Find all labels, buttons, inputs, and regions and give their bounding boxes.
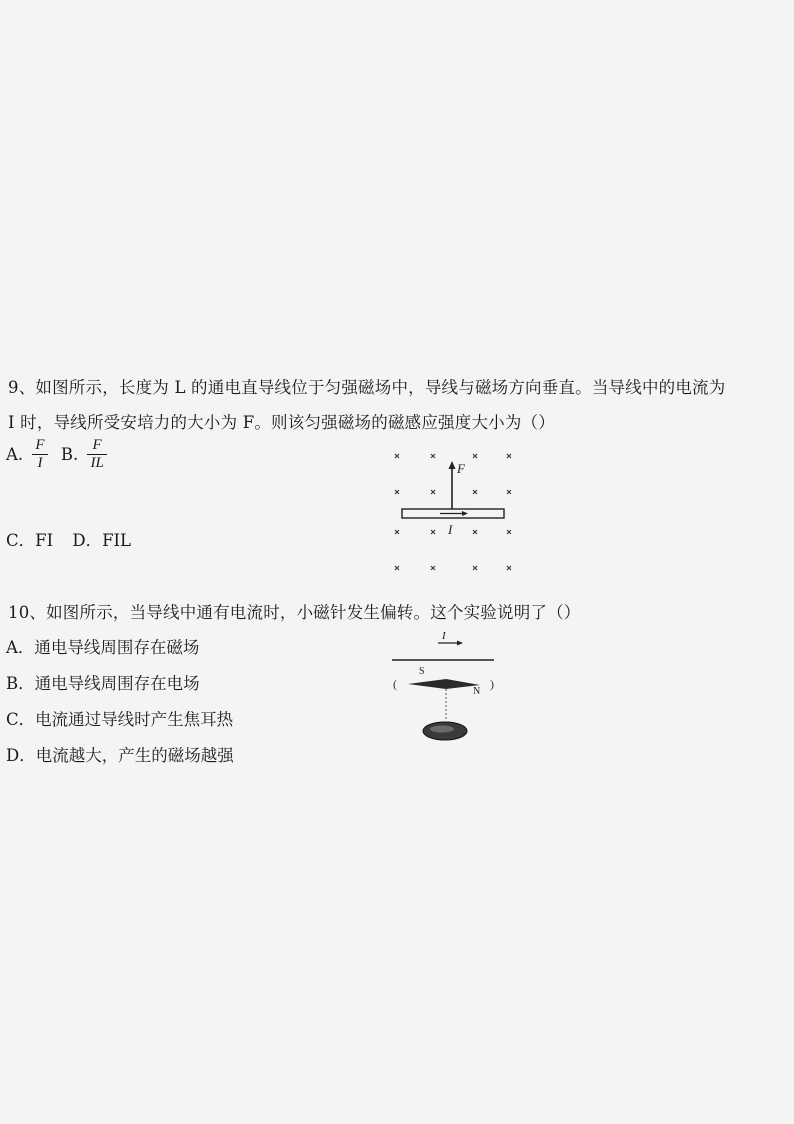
field-cross <box>507 490 511 494</box>
q9-stem-line2: I 时，导线所受安培力的大小为 F。则该匀强磁场的磁感应强度大小为（） <box>8 413 555 432</box>
compass-base-highlight <box>430 726 454 733</box>
q9-option-c: C．FI <box>6 531 54 550</box>
q9-option-b-denominator: IL <box>90 455 104 471</box>
q10-option-b: B．通电导线周围存在电场 <box>6 674 200 693</box>
q9-stem-line1: 9、如图所示，长度为 L 的通电直导线位于匀强磁场中，导线与磁场方向垂直。当导线中的电流为 <box>8 378 726 397</box>
left-bracket: ( <box>393 677 397 691</box>
q9-option-d: D．FIL <box>72 531 131 550</box>
field-cross <box>473 454 477 458</box>
right-bracket: ) <box>490 677 494 691</box>
current-label: I <box>448 522 453 537</box>
q10-stem: 10、如图所示，当导线中通有电流时，小磁针发生偏转。这个实验说明了（） <box>8 603 581 622</box>
force-arrow-head <box>449 461 456 469</box>
field-cross <box>395 490 399 494</box>
field-cross <box>507 566 511 570</box>
north-pole-label: N <box>473 686 481 697</box>
q9-option-a-numerator: F <box>32 437 47 455</box>
q10-option-a: A．通电导线周围存在磁场 <box>6 638 200 657</box>
q10-option-c: C．电流通过导线时产生焦耳热 <box>6 710 234 729</box>
field-cross <box>395 530 399 534</box>
field-cross <box>507 454 511 458</box>
field-cross <box>431 530 435 534</box>
current-arrow-head <box>457 641 463 646</box>
q9-options-cd <box>6 527 131 551</box>
q9-option-a-label: A. <box>6 445 24 464</box>
field-cross <box>431 566 435 570</box>
force-label: F <box>457 461 465 476</box>
compass-needle <box>408 679 480 689</box>
q10-figure-oersted <box>390 632 506 746</box>
q10-option-d: D．电流越大，产生的磁场越强 <box>6 746 234 765</box>
q9-option-b-label: B. <box>60 445 79 464</box>
south-pole-label: S <box>419 666 425 677</box>
q9-option-b-numerator: F <box>87 437 106 455</box>
field-cross <box>395 454 399 458</box>
field-cross <box>507 530 511 534</box>
current-label: I <box>442 632 446 642</box>
current-arrow-head <box>462 511 468 516</box>
field-cross <box>395 566 399 570</box>
q9-figure-magnetic-field <box>388 446 520 576</box>
field-cross <box>473 530 477 534</box>
field-cross <box>431 490 435 494</box>
q9-option-b-fraction <box>87 437 106 472</box>
field-cross <box>473 566 477 570</box>
q9-option-a-denominator: I <box>37 455 43 471</box>
q9-options-ab <box>6 437 111 472</box>
q9-option-a-fraction <box>32 437 47 472</box>
field-cross-marks <box>395 454 511 570</box>
field-cross <box>473 490 477 494</box>
field-cross <box>431 454 435 458</box>
